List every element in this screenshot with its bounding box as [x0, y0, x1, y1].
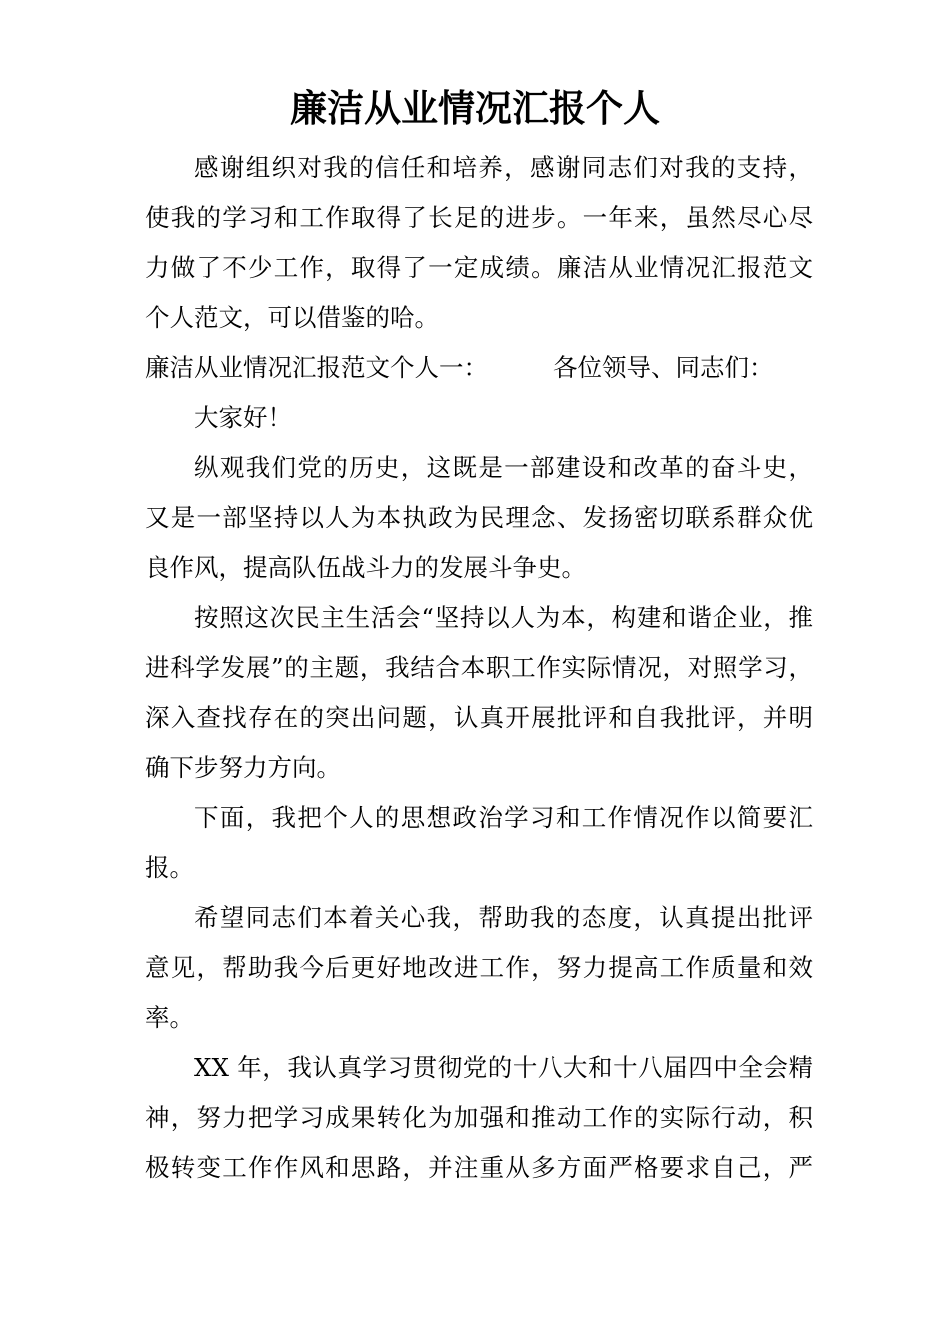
body-line-10: 良作风，提高队伍战斗力的发展斗争史。 [145, 553, 586, 582]
body-line-3: 力做了不少工作，取得了一定成绩。廉洁从业情况汇报范文 [145, 253, 813, 282]
body-line-17: 希望同志们本着关心我，帮助我的态度，认真提出批评 [194, 903, 813, 932]
body-line-15: 下面，我把个人的思想政治学习和工作情况作以简要汇 [194, 803, 813, 832]
section-heading: 廉洁从业情况汇报范文个人一： [145, 353, 488, 382]
body-line-16: 报。 [145, 853, 194, 882]
greeting: 大家好！ [194, 403, 292, 432]
body-line-19: 率。 [145, 1003, 194, 1032]
body-line-4: 个人范文，可以借鉴的哈。 [145, 303, 439, 332]
body-line-1: 感谢组织对我的信任和培养，感谢同志们对我的支持， [194, 153, 813, 182]
body-line-12: 进科学发展”的主题，我结合本职工作实际情况，对照学习， [145, 653, 813, 682]
salutation: 各位领导、同志们： [553, 353, 774, 382]
body-line-18: 意见，帮助我今后更好地改进工作，努力提高工作质量和效 [145, 953, 813, 982]
body-line-2: 使我的学习和工作取得了长足的进步。一年来，虽然尽心尽 [145, 203, 813, 232]
body-line-13: 深入查找存在的突出问题，认真开展批评和自我批评，并明 [145, 703, 813, 732]
body-line-21: 神，努力把学习成果转化为加强和推动工作的实际行动，积 [145, 1103, 813, 1132]
body-line-8: 纵观我们党的历史，这既是一部建设和改革的奋斗史， [194, 453, 813, 482]
body-line-22: 极转变工作作风和思路，并注重从多方面严格要求自己，严 [145, 1153, 813, 1182]
body-line-11: 按照这次民主生活会“坚持以人为本，构建和谐企业，推 [194, 603, 813, 632]
body-line-20: XX 年，我认真学习贯彻党的十八大和十八届四中全会精 [194, 1053, 813, 1082]
body-line-9: 又是一部坚持以人为本执政为民理念、发扬密切联系群众优 [145, 503, 813, 532]
document-title: 廉洁从业情况汇报个人 [290, 86, 660, 130]
body-line-14: 确下步努力方向。 [145, 753, 341, 782]
